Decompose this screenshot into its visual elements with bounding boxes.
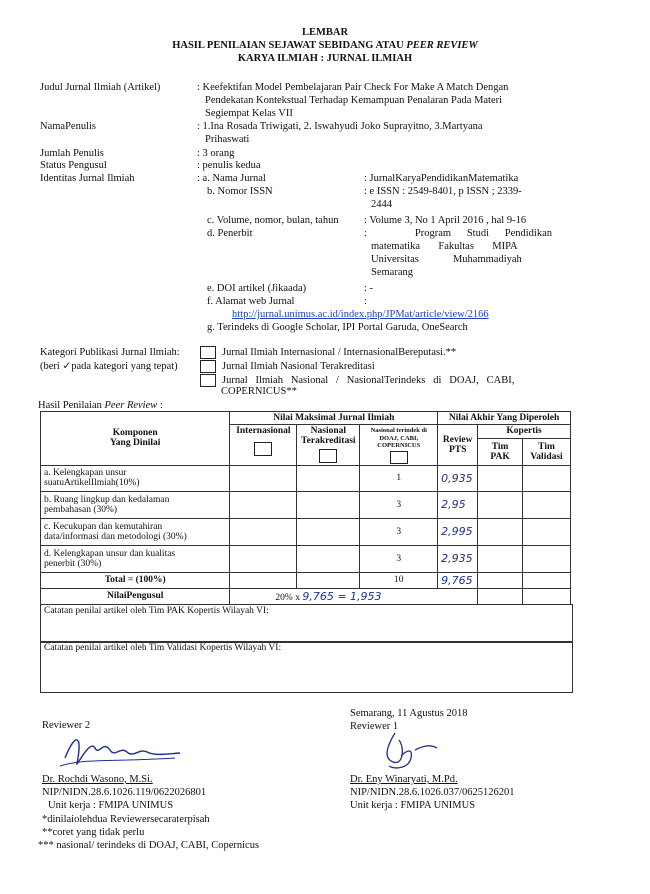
kategori-label: Kategori Publikasi Jurnal Ilmiah: [40, 347, 180, 358]
identitas-c-label: c. Volume, nomor, bulan, tahun [207, 215, 339, 226]
journal-url-link[interactable]: http://jurnal.unimus.ac.id/index.php/JPMat/article/view/2166 [232, 309, 489, 320]
kategori-option-1[interactable] [200, 346, 456, 359]
cell-tim-validasi [523, 465, 571, 491]
komponen-header [41, 412, 230, 466]
col-nasional-label-2: Terakreditasi [301, 436, 356, 446]
doc-title-main [0, 40, 650, 51]
footnote-2: **coret yang tidak perlu [42, 827, 145, 838]
cell-tim-validasi [523, 572, 571, 588]
cell-internasional [230, 545, 297, 572]
cell-review: 2,935 [438, 545, 478, 572]
reviewer1-unit: Unit kerja : FMIPA UNIMUS [350, 800, 476, 811]
cell-max: 3 [360, 545, 438, 572]
checkbox-col-nasional[interactable] [319, 449, 337, 463]
kategori-option-2[interactable] [200, 360, 375, 373]
identitas-g-label: g. Terindeks di Google Scholar, IPI Portal Garuda, OneSearch [207, 322, 468, 333]
score-table [40, 411, 571, 605]
identitas-d-value-4: Semarang [371, 267, 413, 278]
col-tim-validasi [523, 438, 571, 465]
cell-internasional [230, 572, 297, 588]
checkbox-nasional-terindeks[interactable] [200, 374, 216, 387]
identitas-a-label: : a. Nama Jurnal [197, 173, 266, 184]
col-nasional-terindeks [360, 425, 438, 466]
identitas-d-colon: : [364, 228, 367, 239]
row-label-line-1: d. Kelengkapan unsur dan kualitas [44, 548, 176, 559]
penulis-label: NamaPenulis [40, 121, 96, 132]
status-label: Status Pengusul [40, 160, 107, 171]
status-value: : penulis kedua [197, 160, 261, 171]
table-row [41, 491, 571, 518]
reviewer2-title: Reviewer 2 [42, 720, 91, 731]
row-label-line-2: suatuArtikelIlmiah(10%) [44, 478, 140, 488]
komponen-header-2: Yang Dinilai [110, 438, 161, 449]
identitas-f-label: f. Alamat web Jurnal [207, 296, 295, 307]
identitas-b-label: b. Nomor ISSN [207, 186, 273, 197]
cell-review: 2,95 [438, 491, 478, 518]
judul-value-2: Pendekatan Kontekstual Terhadap Kemampuan Penalaran Pada Materi [205, 95, 503, 106]
cell-tim-validasi [523, 491, 571, 518]
identitas-d-label: d. Penerbit [207, 228, 253, 239]
identitas-b-value-2: 2444 [371, 199, 392, 210]
col-nasional-terindeks-label: Nasional terindek di DOAJ, CABI, COPERNICUS [370, 427, 427, 449]
kategori-option-2-label: Jurnal Ilmiah Nasional Terakreditasi [222, 360, 375, 372]
jumlah-label: Jumlah Penulis [40, 148, 104, 159]
row-label [41, 545, 230, 572]
cell-nasional [297, 465, 360, 491]
row-label [41, 465, 230, 491]
col-tim-pak [478, 438, 523, 465]
nilai-pengusul-row [41, 588, 571, 604]
reviewer2-signature [55, 728, 185, 773]
identitas-d-value: Program Studi Pendidikan [414, 228, 552, 239]
hasil-label-text: Hasil Penilaian [38, 400, 105, 411]
reviewer1-title: Reviewer 1 [350, 721, 399, 732]
checkbox-nasional-terakreditasi[interactable] [200, 360, 216, 373]
checkbox-col-internasional[interactable] [254, 442, 272, 456]
row-label-line-2: penerbit (30%) [44, 558, 102, 569]
doc-title-lembar: LEMBAR [301, 27, 349, 38]
col-tim-val-1: Tim [538, 441, 555, 452]
nilai-handwritten: 9,765 = 1,953 [302, 589, 382, 603]
table-row [41, 545, 571, 572]
checkbox-internasional[interactable] [200, 346, 216, 359]
cell-tim-pak [478, 545, 523, 572]
col-review-label-2: PTS [448, 444, 467, 455]
col-tim-val-2: Validasi [530, 451, 563, 462]
identitas-c-value: : Volume 3, No 1 April 2016 , hal 9-16 [364, 215, 527, 226]
identitas-a-value: : JurnalKaryaPendidikanMatematika [364, 173, 519, 184]
reviewer1-name: Dr. Eny Winaryati, M.Pd. [350, 774, 458, 785]
col-nasional-terakreditasi [297, 425, 360, 466]
catatan-pak-label: Catatan penilai artikel oleh Tim PAK Kopertis Wilayah VI: [44, 606, 269, 616]
nilai-formula: 20% x [275, 592, 300, 603]
reviewer1-place-date: Semarang, 11 Agustus 2018 [350, 708, 468, 719]
identitas-label: Identitas Jurnal Ilmiah [40, 173, 135, 184]
row-label-line-2: data/informasi dan metodologi (30%) [44, 531, 187, 542]
reviewer2-name: Dr. Rochdi Wasono, M.Si. [42, 774, 153, 785]
reviewer1-signature [375, 728, 445, 773]
doc-title-main-text: HASIL PENILAIAN SEJAWAT SEBIDANG ATAU [172, 40, 407, 51]
identitas-d-value-3: Universitas Muhammadiyah [371, 254, 522, 265]
hasil-penilaian-label [38, 400, 163, 411]
reviewer2-nip: NIP/NIDN.28.6.1026.119/0622026801 [42, 787, 207, 798]
col-tim-pak-1: Tim [491, 441, 509, 452]
cell-tim-pak [478, 518, 523, 545]
nilai-maksimal-header: Nilai Maksimal Jurnal Ilmiah [230, 412, 438, 425]
total-label: Total = (100%) [41, 572, 230, 588]
col-nasional-label-1: Nasional [310, 426, 347, 436]
identitas-b-value: : e ISSN : 2549-8401, p ISSN ; 2339- [364, 186, 522, 197]
hasil-label-colon: : [157, 400, 163, 411]
cell-review: 0,935 [438, 465, 478, 491]
total-max: 10 [360, 572, 438, 588]
cell-tim-validasi [523, 545, 571, 572]
cell-nasional [297, 572, 360, 588]
footnote-1: *dinilaiolehdua Reviewersecaraterpisah [42, 814, 210, 825]
identitas-d-value-2: matematika Fakultas MIPA [371, 241, 518, 252]
table-row [41, 518, 571, 545]
identitas-f-colon: : [364, 296, 367, 307]
judul-label: Judul Jurnal Ilmiah (Artikel) [40, 82, 161, 93]
cell-nasional [297, 491, 360, 518]
checkbox-col-terindeks[interactable] [390, 451, 408, 464]
cell-tim-pak [478, 572, 523, 588]
cell-tim-pak [478, 491, 523, 518]
kategori-option-3-label-2: COPERNICUS** [221, 386, 297, 397]
reviewer2-unit: Unit kerja : FMIPA UNIMUS [48, 800, 174, 811]
judul-value: : Keefektifan Model Pembelajaran Pair Check For Make A Match Dengan [197, 82, 509, 93]
total-review: 9,765 [438, 572, 478, 588]
cell-internasional [230, 518, 297, 545]
row-label [41, 518, 230, 545]
cell-nasional [297, 518, 360, 545]
col-internasional [230, 425, 297, 466]
row-label-line-1: a. Kelengkapan unsur [44, 468, 127, 478]
cell-tim-pak [478, 588, 523, 604]
row-label [41, 491, 230, 518]
col-review-label-1: Review [442, 434, 473, 445]
row-label-line-1: c. Kecukupan dan kemutahiran [44, 521, 163, 532]
catatan-validasi-box[interactable] [40, 641, 573, 693]
kategori-option-3-label: Jurnal Ilmiah Nasional / NasionalTerindeks di DOAJ, CABI, [222, 374, 515, 386]
catatan-pak-box[interactable] [40, 604, 573, 643]
col-tim-pak-2: PAK [490, 451, 510, 462]
cell-internasional [230, 465, 297, 491]
cell-tim-pak [478, 465, 523, 491]
col-review-pts [438, 425, 478, 466]
hasil-label-italic: Peer Review [104, 400, 158, 411]
cell-internasional [230, 491, 297, 518]
cell-max: 3 [360, 518, 438, 545]
nilai-pengusul-value [230, 588, 478, 604]
penulis-value-2: Prihaswati [205, 134, 250, 145]
kategori-option-1-label: Jurnal Ilmiah Internasional / InternasionalBereputasi.** [222, 346, 457, 358]
kategori-hint: (beri ✓pada kategori yang tepat) [40, 361, 178, 372]
reviewer1-nip: NIP/NIDN.28.6.1026.037/0625126201 [350, 787, 515, 798]
footnote-3: *** nasional/ terindeks di DOAJ, CABI, Copernicus [38, 840, 260, 851]
col-internasional-label: Internasional [236, 426, 291, 436]
judul-value-3: Segiempat Kelas VII [205, 108, 293, 119]
doc-title-peer-review: PEER REVIEW [406, 40, 478, 51]
catatan-validasi-label: Catatan penilai artikel oleh Tim Validasi Kopertis Wilayah VI: [44, 643, 282, 653]
penulis-value: : 1.Ina Rosada Triwigati, 2. Iswahyudi Joko Suprayitno, 3.Martyana [197, 121, 483, 132]
nilai-akhir-header: Nilai Akhir Yang Diperoleh [438, 412, 571, 425]
row-label-line-1: b. Ruang lingkup dan kedalaman [44, 494, 170, 505]
cell-review: 2,995 [438, 518, 478, 545]
total-row [41, 572, 571, 588]
doc-title-karya: KARYA ILMIAH : JURNAL ILMIAH [237, 53, 413, 64]
identitas-e-value: : - [364, 283, 374, 294]
cell-max: 3 [360, 491, 438, 518]
komponen-header-1: Komponen [112, 428, 158, 439]
jumlah-value: : 3 orang [197, 148, 235, 159]
cell-nasional [297, 545, 360, 572]
cell-tim-validasi [523, 588, 571, 604]
cell-max: 1 [360, 465, 438, 491]
table-row [41, 465, 571, 491]
identitas-e-label: e. DOI artikel (Jikaada) [207, 283, 307, 294]
kopertis-header: Kopertis [478, 425, 571, 439]
row-label-line-2: pembahasan (30%) [44, 504, 118, 515]
nilai-pengusul-label: NilaiPengusul [41, 588, 230, 604]
cell-tim-validasi [523, 518, 571, 545]
